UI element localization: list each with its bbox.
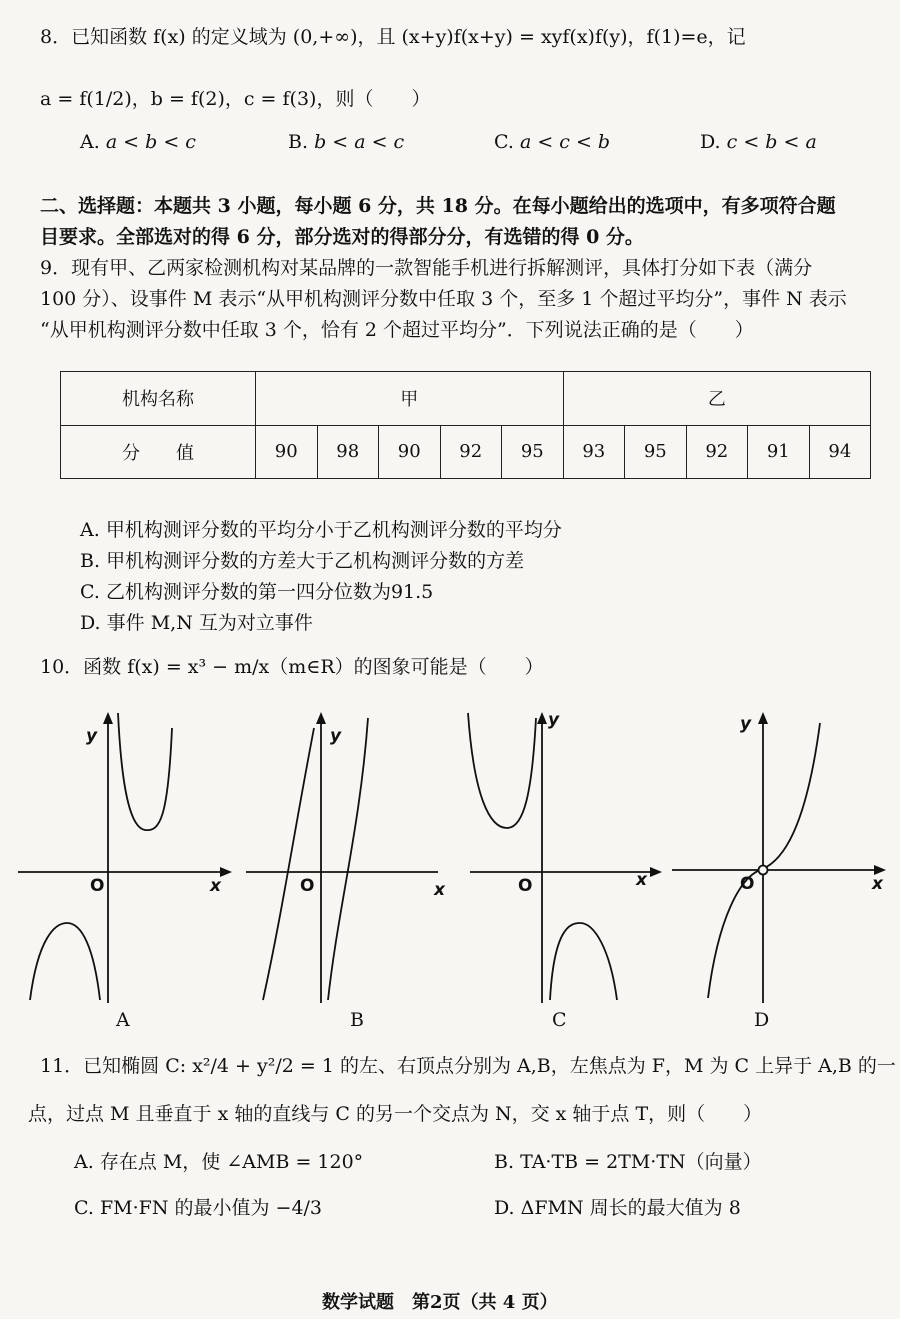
score-b-3: 92	[686, 425, 748, 479]
graph-a-caption: A	[116, 1009, 130, 1031]
q11-option-d: D. ΔFMN 周长的最大值为 8	[494, 1197, 741, 1219]
graph-b	[238, 708, 463, 1008]
q9-option-d: D. 事件 M,N 互为对立事件	[80, 612, 313, 634]
graph-b-y-label: y	[330, 726, 342, 746]
q8-option-a: A. a < b < c	[80, 131, 196, 153]
graph-d-origin: O	[740, 874, 755, 894]
score-a-5: 95	[502, 425, 564, 479]
table-row	[61, 372, 871, 426]
q8-stem-line2: a = f(1/2)，b = f(2)，c = f(3)，则（ ）	[40, 88, 431, 110]
graph-b-x-label: x	[434, 880, 445, 900]
page-footer: 数学试题 第2页（共 4 页）	[322, 1292, 558, 1313]
score-a-4: 92	[440, 425, 502, 479]
q9-stem-line3: “从甲机构测评分数中任取 3 个，恰有 2 个超过平均分”．下列说法正确的是（ ）	[40, 319, 754, 341]
q8-option-d: D. c < b < a	[700, 131, 817, 153]
graph-c-y-label: y	[548, 710, 560, 730]
graph-a-y-label: y	[86, 726, 98, 746]
graph-a-x-label: x	[210, 876, 221, 896]
graph-d-x-label: x	[872, 874, 883, 894]
q10-stem: 10．函数 f(x) = x³ − m/x（m∈R）的图象可能是（ ）	[40, 656, 544, 678]
score-b-1: 93	[563, 425, 625, 479]
section2-line1: 二、选择题：本题共 3 小题，每小题 6 分，共 18 分。在每小题给出的选项中，有多项符合题	[40, 195, 836, 217]
table-header-label: 机构名称	[61, 372, 256, 426]
table-org-a: 甲	[256, 372, 564, 426]
score-b-5: 94	[809, 425, 871, 479]
score-a-3: 90	[379, 425, 441, 479]
table-row-label: 分 值	[61, 425, 256, 479]
q9-stem-line2: 100 分）、设事件 M 表示“从甲机构测评分数中任取 3 个，至多 1 个超过平均分”，事件 N 表示	[40, 288, 847, 310]
q11-option-a: A. 存在点 M，使 ∠AMB = 120°	[74, 1151, 364, 1173]
q8-stem-line1: 8．已知函数 f(x) 的定义域为 (0,+∞)，且 (x+y)f(x+y) = xyf(x)f(y)，f(1)=e，记	[40, 26, 746, 48]
score-a-1: 90	[256, 425, 318, 479]
graph-c	[462, 708, 672, 1008]
table-org-b: 乙	[563, 372, 871, 426]
graph-c-origin: O	[518, 876, 533, 896]
graph-d	[668, 708, 894, 1008]
q11-option-b: B. TA·TB = 2TM·TN（向量）	[494, 1151, 762, 1173]
graph-b-origin: O	[300, 876, 315, 896]
score-b-2: 95	[625, 425, 687, 479]
q9-option-a: A. 甲机构测评分数的平均分小于乙机构测评分数的平均分	[80, 519, 562, 541]
score-b-4: 91	[748, 425, 810, 479]
q9-option-b: B. 甲机构测评分数的方差大于乙机构测评分数的方差	[80, 550, 525, 572]
score-a-2: 98	[317, 425, 379, 479]
q11-stem-line2: 点，过点 M 且垂直于 x 轴的直线与 C 的另一个交点为 N，交 x 轴于点 T，则（ ）	[28, 1103, 763, 1125]
q11-option-c: C. FM·FN 的最小值为 −4/3	[74, 1197, 323, 1219]
q11-stem-line1: 11．已知椭圆 C: x²/4 + y²/2 = 1 的左、右顶点分别为 A,B，左焦点为 F，M 为 C 上异于 A,B 的一	[40, 1055, 896, 1077]
table-row	[61, 425, 871, 479]
q8-option-b: B. b < a < c	[288, 131, 405, 153]
q9-option-c: C. 乙机构测评分数的第一四分位数为91.5	[80, 581, 434, 603]
graph-c-x-label: x	[636, 870, 647, 890]
q9-stem-line1: 9．现有甲、乙两家检测机构对某品牌的一款智能手机进行拆解测评，具体打分如下表（满分	[40, 257, 813, 279]
q8-option-c: C. a < c < b	[494, 131, 611, 153]
graph-d-caption: D	[754, 1009, 770, 1031]
graph-a-origin: O	[90, 876, 105, 896]
graph-a	[10, 708, 235, 1008]
section2-line2: 目要求。全部选对的得 6 分，部分选对的得部分分，有选错的得 0 分。	[40, 226, 644, 248]
graph-d-y-label: y	[740, 714, 752, 734]
graph-b-caption: B	[350, 1009, 364, 1031]
graph-c-caption: C	[552, 1009, 567, 1031]
score-table	[60, 371, 871, 479]
